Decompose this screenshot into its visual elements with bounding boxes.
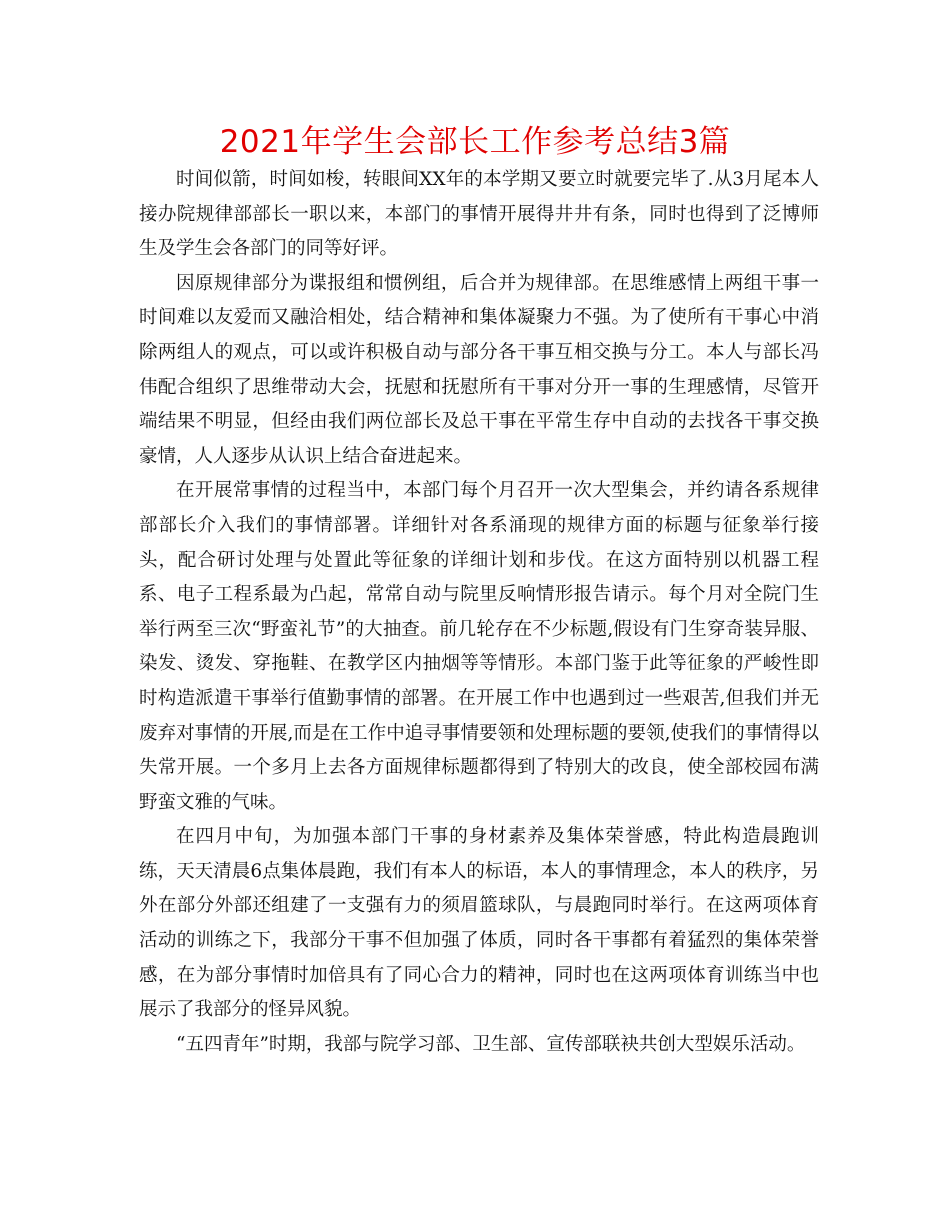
paragraph: 在开展常事情的过程当中，本部门每个月召开一次大型集会，并约请各系规律部部长介入我们的事情部署。详细针对各系涌现的规律方面的标题与征象举行接头，配合研讨处理与处置此等征象的详细计划和步伐。在这方面特别以机器工程系、电子工程系最为凸起，常常自动与院里反响情形报告请示。每个月对全院门生举行两至三次“野蛮礼节”的大抽查。前几轮存在不少标题,假设有门生穿奇装异服、染发、烫发、穿拖鞋、在教学区内抽烟等等情形。本部门鉴于此等征象的严峻性即时构造派遣干事举行值勤事情的部署。在开展工作中也遇到过一些艰苦,但我们并无废弃对事情的开展,而是在工作中追寻事情要领和处理标题的要领,使我们的事情得以失常开展。一个多月上去各方面规律标题都得到了特别大的改良，使全部校园布满野蛮文雅的气味。 xyxy=(139,480,819,813)
document-title: 2021年学生会部长工作参考总结3篇 xyxy=(219,124,731,160)
paragraph: “五四青年”时期，我部与院学习部、卫生部、宣传部联袂共创大型娱乐活动。 xyxy=(176,1033,806,1055)
paragraph: 在四月中旬，为加强本部门干事的身材素养及集体荣誉感，特此构造晨跑训练，天天清晨6点集体晨跑，我们有本人的标语，本人的事情理念，本人的秩序，另外在部分外部还组建了一支强有力的须眉篮球队，与晨跑同时举行。在这两项体育活动的训练之下，我部分干事不但加强了体质，同时各干事都有着猛烈的集体荣誉感，在为部分事情时加倍具有了同心合力的精神，同时也在这两项体育训练当中也展示了我部分的怪异风貌。 xyxy=(139,826,819,1021)
paragraph: 时间似箭，时间如梭，转眼间XX年的本学期又要立时就要完毕了.从3月尾本人接办院规律部部长一职以来，本部门的事情开展得井井有条，同时也得到了泛博师生及学生会各部门的同等好评。 xyxy=(139,169,819,260)
paragraph: 因原规律部分为谍报组和惯例组，后合并为规律部。在思维感情上两组干事一时间难以友爱而又融洽相处，结合精神和集体凝聚力不强。为了使所有干事心中消除两组人的观点，可以或许积极自动与部分各干事互相交换与分工。本人与部长冯伟配合组织了思维带动大会，抚慰和抚慰所有干事对分开一事的生理感情，尽管开端结果不明显，但经由我们两位部长及总干事在平常生存中自动的去找各干事交换豪情，人人逐步从认识上结合奋进起来。 xyxy=(139,272,819,467)
document-body xyxy=(139,163,819,1062)
